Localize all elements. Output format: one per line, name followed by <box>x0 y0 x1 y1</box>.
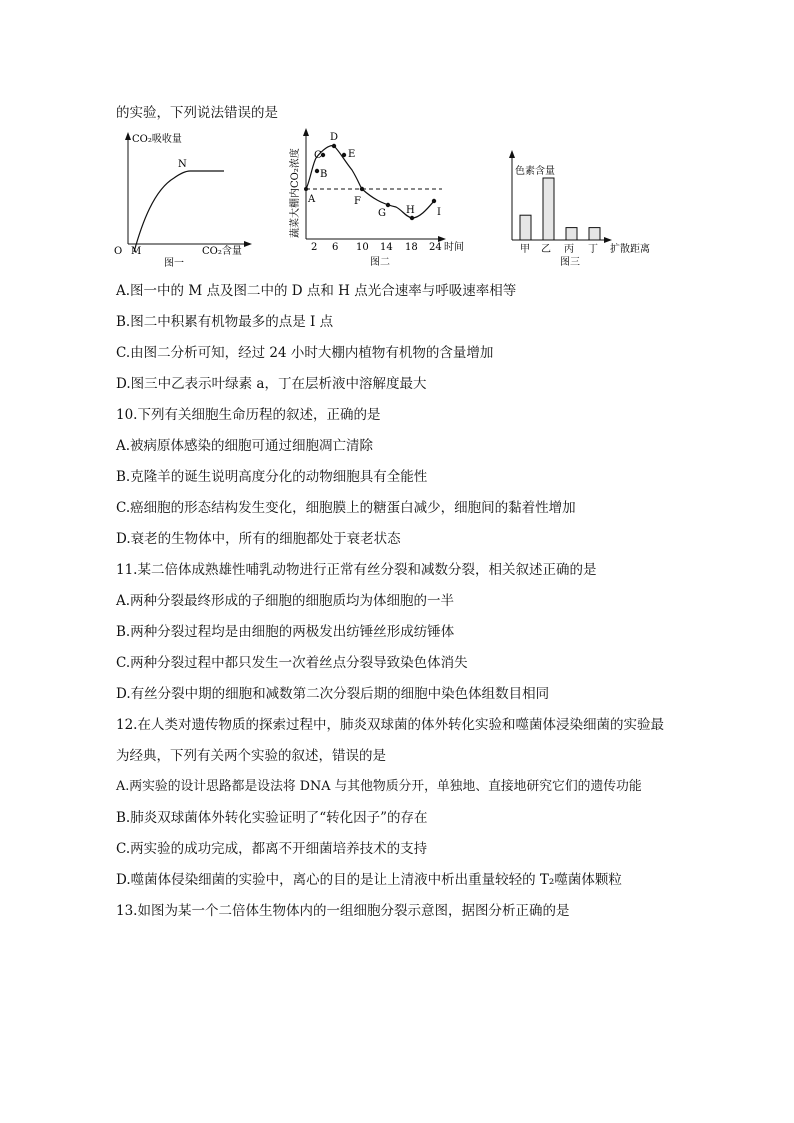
fig2-tick-6: 6 <box>332 242 339 253</box>
option-11d: D.有丝分裂中期的细胞和减数第二次分裂后期的细胞中染色体组数目相同 <box>116 686 550 702</box>
fig1-point-m: M <box>131 246 142 257</box>
fig2-point-d: D <box>330 132 339 143</box>
option-12d: D.噬菌体侵染细菌的实验中，离心的目的是让上清液中析出重量较轻的 T₂噬菌体颗粒 <box>116 872 622 888</box>
option-10c: C.癌细胞的形态结构发生变化，细胞膜上的糖蛋白减少，细胞间的黏着性增加 <box>116 500 576 516</box>
question-12-line-2: 为经典，下列有关两个实验的叙述，错误的是 <box>116 748 386 764</box>
question-10: 10.下列有关细胞生命历程的叙述，正确的是 <box>116 407 381 423</box>
fig3-bar-3 <box>566 228 577 240</box>
fig3-bar-2 <box>543 178 554 240</box>
option-11a: A.两种分裂最终形成的子细胞的细胞质均为体细胞的一半 <box>116 593 455 609</box>
option-10d: D.衰老的生物体中，所有的细胞都处于衰老状态 <box>116 531 401 547</box>
fig3-category-yi: 乙 <box>541 244 551 255</box>
option-12a: A.两实验的设计思路都是设法将 DNA 与其他物质分开，单独地、直接地研究它们的遗传功能 <box>116 779 642 794</box>
fig3-bars <box>520 178 600 240</box>
figure-1 <box>112 128 252 268</box>
fig2-point-e: E <box>348 149 356 160</box>
fig2-tick-10: 10 <box>356 242 369 253</box>
fig2-point-b: B <box>320 169 328 180</box>
fig2-point-g: G <box>378 208 386 219</box>
fig2-point-c: C <box>314 150 322 161</box>
fig1-origin: O <box>114 246 123 257</box>
fig2-point-a: A <box>308 194 316 205</box>
fig1-ylabel: CO₂吸收量 <box>132 134 182 145</box>
fig2-tick-18: 18 <box>405 242 418 253</box>
question-12-line-1: 12.在人类对遗传物质的探索过程中，肺炎双球菌的体外转化实验和噬菌体浸染细菌的实验最 <box>116 717 664 733</box>
option-9d: D.图三中乙表示叶绿素 a，丁在层析液中溶解度最大 <box>116 376 427 392</box>
fig2-tick-2: 2 <box>311 242 318 253</box>
fig3-caption: 图三 <box>560 257 580 268</box>
fig2-xlabel: 时间 <box>444 242 464 253</box>
option-11b: B.两种分裂过程均是由细胞的两极发出纺锤丝形成纺锤体 <box>116 624 455 640</box>
option-10b: B.克隆羊的诞生说明高度分化的动物细胞具有全能性 <box>116 469 428 485</box>
fig3-bar-4 <box>589 228 600 240</box>
option-10a: A.被病原体感染的细胞可通过细胞凋亡清除 <box>116 438 374 454</box>
fig2-caption: 图二 <box>370 257 390 268</box>
option-12c: C.两实验的成功完成，都离不开细菌培养技术的支持 <box>116 841 428 857</box>
fig3-category-jia: 甲 <box>520 244 530 255</box>
fig2-point-i: I <box>437 207 441 218</box>
question-intro: 的实验，下列说法错误的是 <box>116 105 278 121</box>
figure-2 <box>282 126 478 270</box>
question-13: 13.如图为某一个二倍体生物体内的一组细胞分裂示意图，据图分析正确的是 <box>116 903 570 919</box>
fig2-tick-24: 24 <box>429 242 442 253</box>
fig3-xlabel: 扩散距离 <box>610 244 650 255</box>
question-11: 11.某二倍体成熟雄性哺乳动物进行正常有丝分裂和减数分裂，相关叙述正确的是 <box>116 562 597 578</box>
fig3-category-ding: 丁 <box>588 244 598 255</box>
figure-3 <box>504 148 684 268</box>
option-9a: A.图一中的 M 点及图二中的 D 点和 H 点光合速率与呼吸速率相等 <box>116 283 517 299</box>
fig3-bar-1 <box>520 215 531 240</box>
fig2-tick-14: 14 <box>380 242 393 253</box>
option-9c: C.由图二分析可知，经过 24 小时大棚内植物有机物的含量增加 <box>116 345 494 361</box>
fig3-category-bing: 丙 <box>564 244 574 255</box>
fig2-point-f: F <box>354 196 361 207</box>
fig1-caption: 图一 <box>164 258 184 268</box>
option-9b: B.图二中积累有机物最多的点是 I 点 <box>116 314 334 330</box>
fig2-point-h: H <box>406 205 415 216</box>
fig3-ylabel: 色素含量 <box>515 166 555 177</box>
fig1-xlabel: CO₂含量 <box>202 246 242 257</box>
option-11c: C.两种分裂过程中都只发生一次着丝点分裂导致染色体消失 <box>116 655 468 671</box>
fig1-point-n: N <box>178 159 187 170</box>
fig2-ylabel: 蔬菜大棚内CO₂浓度 <box>290 148 301 238</box>
option-12b: B.肺炎双球菌体外转化实验证明了“转化因子”的存在 <box>116 810 428 826</box>
